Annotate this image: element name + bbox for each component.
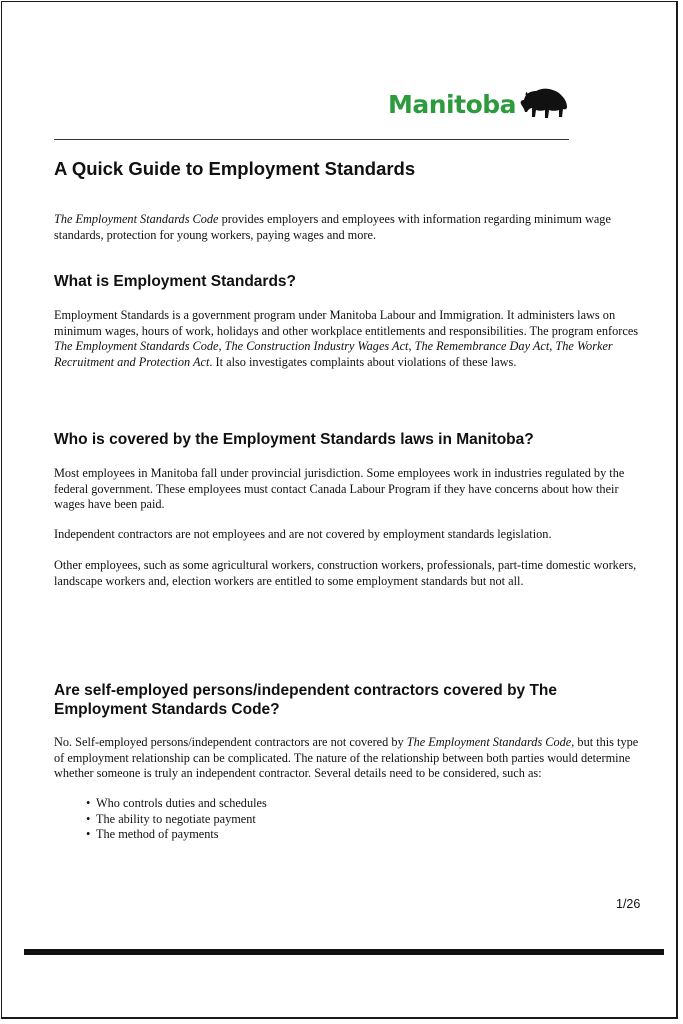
s1-text-e: . It also investigates complaints about violations of these laws. bbox=[209, 354, 517, 369]
intro-paragraph bbox=[54, 212, 649, 243]
document-page bbox=[1, 1, 678, 1019]
logo-wordmark: Manitoba bbox=[388, 89, 517, 119]
footer-rule bbox=[24, 949, 664, 955]
s1-text-d: , bbox=[549, 339, 556, 354]
list-item: • Who controls duties and schedules bbox=[86, 796, 267, 812]
document-title: A Quick Guide to Employment Standards bbox=[54, 158, 416, 179]
s3-italic-code: The Employment Standards Code bbox=[406, 735, 572, 749]
section3-paragraph bbox=[54, 735, 649, 782]
section2-paragraph-3: Other employees, such as some agricultural workers, construction workers, professionals, part-time domestic workers, landscape workers and, election workers are entitled to some employment standards but not all. bbox=[54, 558, 637, 588]
list-item: • The ability to negotiate payment bbox=[86, 812, 267, 828]
s1-italic-worker-act: The Worker Recruitment and Protection Act bbox=[54, 339, 613, 369]
considerations-list bbox=[86, 796, 267, 843]
header-rule bbox=[54, 139, 569, 140]
section-heading-what-is: What is Employment Standards? bbox=[54, 273, 297, 290]
s1-italic-construction-act: The Construction Industry Wages Act bbox=[224, 339, 409, 354]
s1-text-a: Employment Standards is a government program under Manitoba Labour and Immigration. It administers laws on minimum wages, hours of work, holidays and other workplace entitlements and responsibilities. The program enforces bbox=[54, 308, 639, 338]
s1-italic-remembrance-act: The Remembrance Day Act bbox=[414, 339, 550, 354]
s3-text-b: , but this type of employment relationship can be complicated. The nature of the relationship between both parties would determine whether someone is truly an independent contractor. Several details need to be considered, such as: bbox=[54, 735, 639, 781]
page-number: 1/26 bbox=[616, 897, 641, 911]
s1-text-c: , bbox=[408, 339, 415, 354]
section-heading-who-covered: Who is covered by the Employment Standards laws in Manitoba? bbox=[54, 431, 534, 448]
section-heading-self-employed: Are self-employed persons/independent contractors covered by The Employment Standards Code? bbox=[54, 682, 558, 718]
bison-icon bbox=[518, 84, 570, 124]
s1-italic-code: The Employment Standards Code bbox=[54, 339, 219, 354]
section1-paragraph bbox=[54, 308, 649, 370]
section2-paragraph-1: Most employees in Manitoba fall under provincial jurisdiction. Some employees work in industries regulated by the federal government. These employees must contact Canada Labour Program if they have concerns about how their wages have been paid. bbox=[54, 466, 625, 512]
section2-paragraph-2: Independent contractors are not employees and are not covered by employment standards legislation. bbox=[54, 527, 552, 541]
s1-text-b: , bbox=[218, 339, 225, 354]
intro-text: provides employers and employees with information regarding minimum wage standards, protection for young workers, paying wages and more. bbox=[54, 212, 611, 242]
manitoba-logo bbox=[388, 84, 570, 124]
intro-italic: The Employment Standards Code bbox=[54, 212, 219, 226]
list-item: • The method of payments bbox=[86, 827, 267, 843]
s3-text-a: No. Self-employed persons/independent contractors are not covered by bbox=[54, 735, 407, 749]
